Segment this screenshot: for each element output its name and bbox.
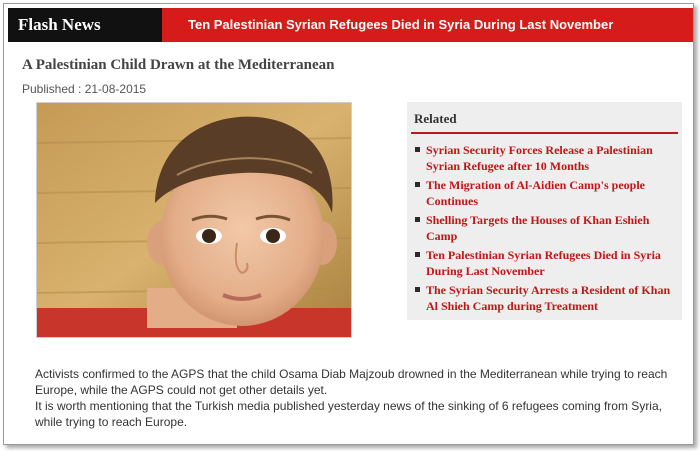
child-portrait-image	[37, 103, 351, 337]
article-body	[35, 366, 675, 430]
article-paragraph: Activists confirmed to the AGPS that the child Osama Diab Majzoub drowned in the Mediterranean while trying to reach Europe, while the AGPS could not get other details yet.	[35, 367, 668, 397]
related-link[interactable]: The Syrian Security Arrests a Resident of Khan Al Shieh Camp during Treatment	[426, 283, 671, 313]
related-link[interactable]: Ten Palestinian Syrian Refugees Died in Syria During Last November	[426, 248, 661, 278]
related-item	[415, 212, 675, 244]
flash-news-bar	[8, 8, 694, 42]
related-item	[415, 282, 675, 314]
flash-news-headline-link[interactable]: Ten Palestinian Syrian Refugees Died in Syria During Last November	[188, 17, 614, 32]
bullet-icon	[415, 217, 420, 222]
related-item	[415, 177, 675, 209]
related-item	[415, 247, 675, 279]
bullet-icon	[415, 287, 420, 292]
page-frame	[3, 3, 694, 445]
related-heading: Related	[414, 111, 457, 126]
related-divider	[411, 132, 678, 134]
related-item	[415, 142, 675, 174]
related-list	[415, 142, 675, 317]
article-title: A Palestinian Child Drawn at the Mediterranean	[22, 57, 335, 73]
related-link[interactable]: The Migration of Al-Aidien Camp's people Continues	[426, 178, 646, 208]
related-panel	[407, 102, 682, 320]
article-photo	[36, 102, 352, 338]
article-paragraph: It is worth mentioning that the Turkish media published yesterday news of the sinking of 6 refugees coming from Syria, while trying to reach Europe.	[35, 399, 662, 429]
related-link[interactable]: Shelling Targets the Houses of Khan Eshieh Camp	[426, 213, 650, 243]
published-date: Published : 21-08-2015	[22, 82, 147, 96]
bullet-icon	[415, 182, 420, 187]
bullet-icon	[415, 147, 420, 152]
bullet-icon	[415, 252, 420, 257]
flash-news-label: Flash News	[8, 8, 162, 42]
related-link[interactable]: Syrian Security Forces Release a Palestinian Syrian Refugee after 10 Months	[426, 143, 653, 173]
